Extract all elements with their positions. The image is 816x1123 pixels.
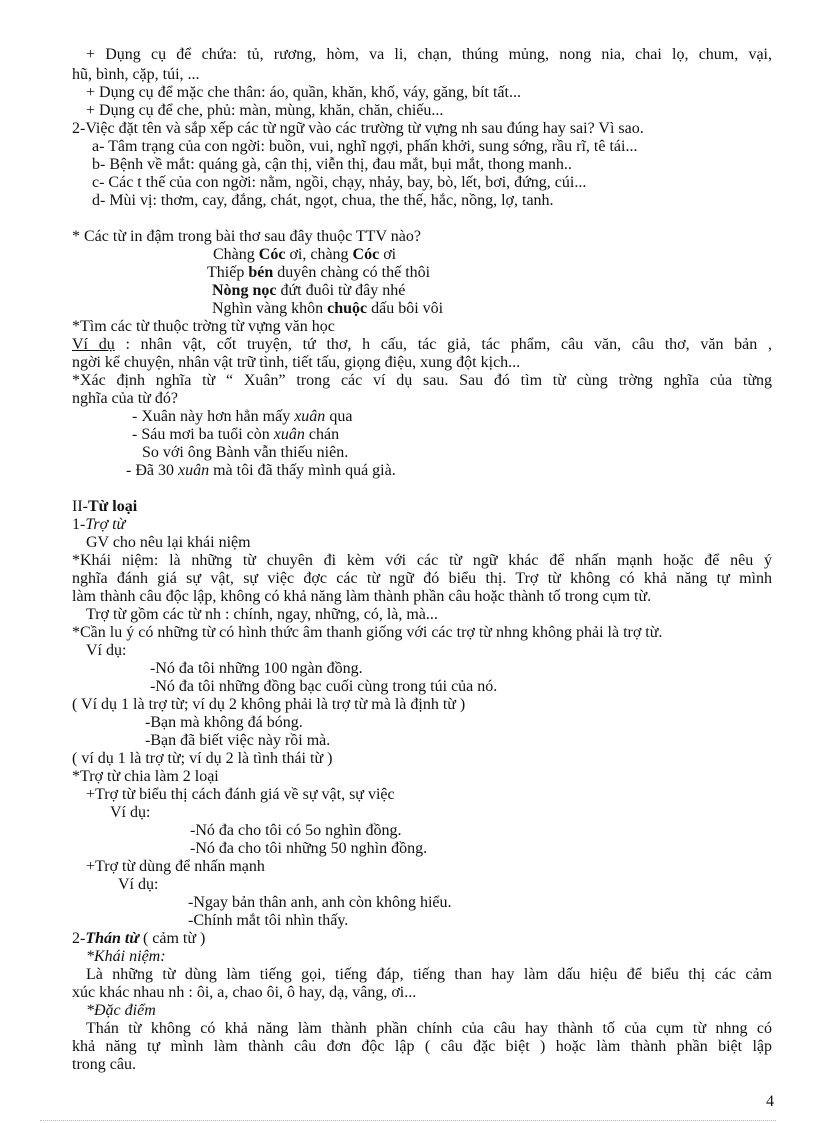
text-line: hũ, bình, cặp, túi, ...	[72, 66, 200, 83]
subsection-heading: 1-Trợ từ	[72, 516, 126, 533]
example-line: - Sáu mơi ba tuổi còn xuân chán	[132, 426, 340, 443]
text-line: * Các từ in đậm trong bài thơ sau đây thuộc TTV nào?	[72, 228, 421, 245]
example-line: -Nó đa tôi những đồng bạc cuối cùng trong túi của nó.	[150, 678, 498, 695]
example-line: - Xuân này hơn hẳn mấy xuân qua	[132, 408, 353, 425]
poem-line: Thiếp bén duyên chàng có thế thôi	[207, 264, 431, 281]
text-line: Là những từ dùng làm tiếng gọi, tiếng đáp, tiếng than hay làm dấu hiệu để biểu thị các cảm	[86, 966, 772, 983]
text-line: *Cần lu ý có những từ có hình thức âm thanh giống với các trợ từ nhng không phải là trợ từ.	[72, 624, 663, 641]
page-number: 4	[766, 1093, 774, 1110]
example-line: -Bạn mà không đá bóng.	[145, 714, 303, 731]
text-line: Ví dụ : nhân vật, cốt truyện, tứ thơ, h cấu, tác giả, tác phẩm, câu văn, câu thơ, văn bản ,	[72, 336, 773, 353]
list-item: b- Bệnh về mắt: quáng gà, cận thị, viễn thị, đau mắt, bụi mắt, thong manh..	[92, 156, 572, 173]
text-line: nghĩa đánh giá sự vật, sự việc đợc các từ ngữ đó biểu thị. Trợ từ không có khả năng tự mình	[72, 570, 772, 587]
list-item: d- Mùi vị: thơm, cay, đắng, chát, ngọt, chua, the thế, hắc, nồng, lợ, tanh.	[92, 192, 554, 209]
example-line: -Ngay bản thân anh, anh còn không hiểu.	[188, 894, 452, 911]
example-line: -Nó đa cho tôi có 5o nghìn đồng.	[190, 822, 402, 839]
text-line: trong câu.	[72, 1056, 136, 1073]
text-line: *Đặc điểm	[86, 1002, 156, 1019]
list-item: a- Tâm trạng của con ngời: buồn, vui, nghĩ ngợi, phấn khởi, sung sớng, rầu rĩ, tê tái...	[92, 138, 638, 155]
text-line: *Khái niệm: là những từ chuyên đi kèm với các từ ngữ khác để nhấn mạnh hoặc để nêu ý	[72, 552, 772, 569]
text-line: Ví dụ:	[86, 642, 127, 659]
example-line: -Nó đa cho tôi những 50 nghìn đồng.	[190, 840, 428, 857]
text-line: nghĩa của từ đó?	[72, 390, 178, 407]
section-heading: II-Từ loại	[72, 498, 138, 515]
example-line: -Nó đa tôi những 100 ngàn đồng.	[150, 660, 363, 677]
text-line: ( Ví dụ 1 là trợ từ; ví dụ 2 không phải là trợ từ mà là định từ )	[72, 696, 466, 713]
text-line: +Trợ từ dùng để nhấn mạnh	[86, 858, 265, 875]
subsection-heading: 2-Thán từ ( cảm từ )	[72, 930, 206, 947]
example-line: So với ông Bành vẫn thiếu niên.	[142, 444, 349, 461]
text-line: Trợ từ gồm các từ nh : chính, ngay, những, có, là, mà...	[86, 606, 438, 623]
text-line: + Dụng cụ để che, phủ: màn, mùng, khăn, chăn, chiếu...	[86, 102, 444, 119]
text-line: ( ví dụ 1 là trợ từ; ví dụ 2 là tình thái từ )	[72, 750, 333, 767]
text-line: + Dụng cụ để mặc che thân: áo, quần, khăn, khố, váy, găng, bít tất...	[86, 84, 521, 101]
text-line: Ví dụ:	[110, 804, 151, 821]
text-line: +Trợ từ biểu thị cách đánh giá về sự vật, sự việc	[86, 786, 395, 803]
example-line: - Đã 30 xuân mà tôi đã thấy mình quá già.	[126, 462, 396, 479]
footer-divider	[40, 1120, 776, 1121]
poem-line: Nghìn vàng khôn chuộc dấu bôi vôi	[212, 300, 444, 317]
text-line: + Dụng cụ để chứa: tủ, rương, hòm, va li, chạn, thúng mủng, nong nia, chai lọ, chum, vại,	[86, 46, 772, 63]
example-line: -Bạn đã biết việc này rồi mà.	[145, 732, 331, 749]
text-line: GV cho nêu lại khái niệm	[86, 534, 251, 551]
text-line: Ví dụ:	[118, 876, 159, 893]
poem-line: Nòng nọc đứt đuôi từ đây nhé	[212, 282, 406, 299]
text-line: *Tìm các từ thuộc trờng từ vựng văn học	[72, 318, 335, 335]
text-line: *Trợ từ chia làm 2 loại	[72, 768, 219, 785]
poem-line: Chàng Cóc ơi, chàng Cóc ơi	[213, 246, 397, 263]
list-item: c- Các t thế của con ngời: nằm, ngồi, chạy, nhảy, bay, bò, lết, bơi, đứng, cúi...	[92, 174, 587, 191]
text-line: làm thành câu độc lập, không có khả năng làm thành phần câu hoặc thành tố trong cụm từ.	[72, 588, 652, 605]
text-line: khả năng tự mình làm thành câu đơn độc lập ( câu đặc biệt ) hoặc làm thành phần biệt lập	[72, 1038, 772, 1055]
text-line: ngời kể chuyện, nhân vật trữ tình, tiết tấu, giọng điệu, xung đột kịch...	[72, 354, 521, 371]
text-line: Thán từ không có khả năng làm thành phần chính của câu hay thành tố của cụm từ nhng có	[86, 1020, 772, 1037]
text-line: *Khái niệm:	[86, 948, 166, 965]
text-line: *Xác định nghĩa từ “ Xuân” trong các ví dụ sau. Sau đó tìm từ cùng trờng nghĩa của từng	[72, 372, 772, 389]
text-line: 2-Việc đặt tên và sắp xếp các từ ngữ vào các trường từ vựng nh sau đúng hay sai? Vì sao.	[72, 120, 644, 137]
text-line: xúc khác nhau nh : ôi, a, chao ôi, ô hay, dạ, vâng, ơi...	[72, 984, 417, 1001]
example-line: -Chính mắt tôi nhìn thấy.	[188, 912, 349, 929]
